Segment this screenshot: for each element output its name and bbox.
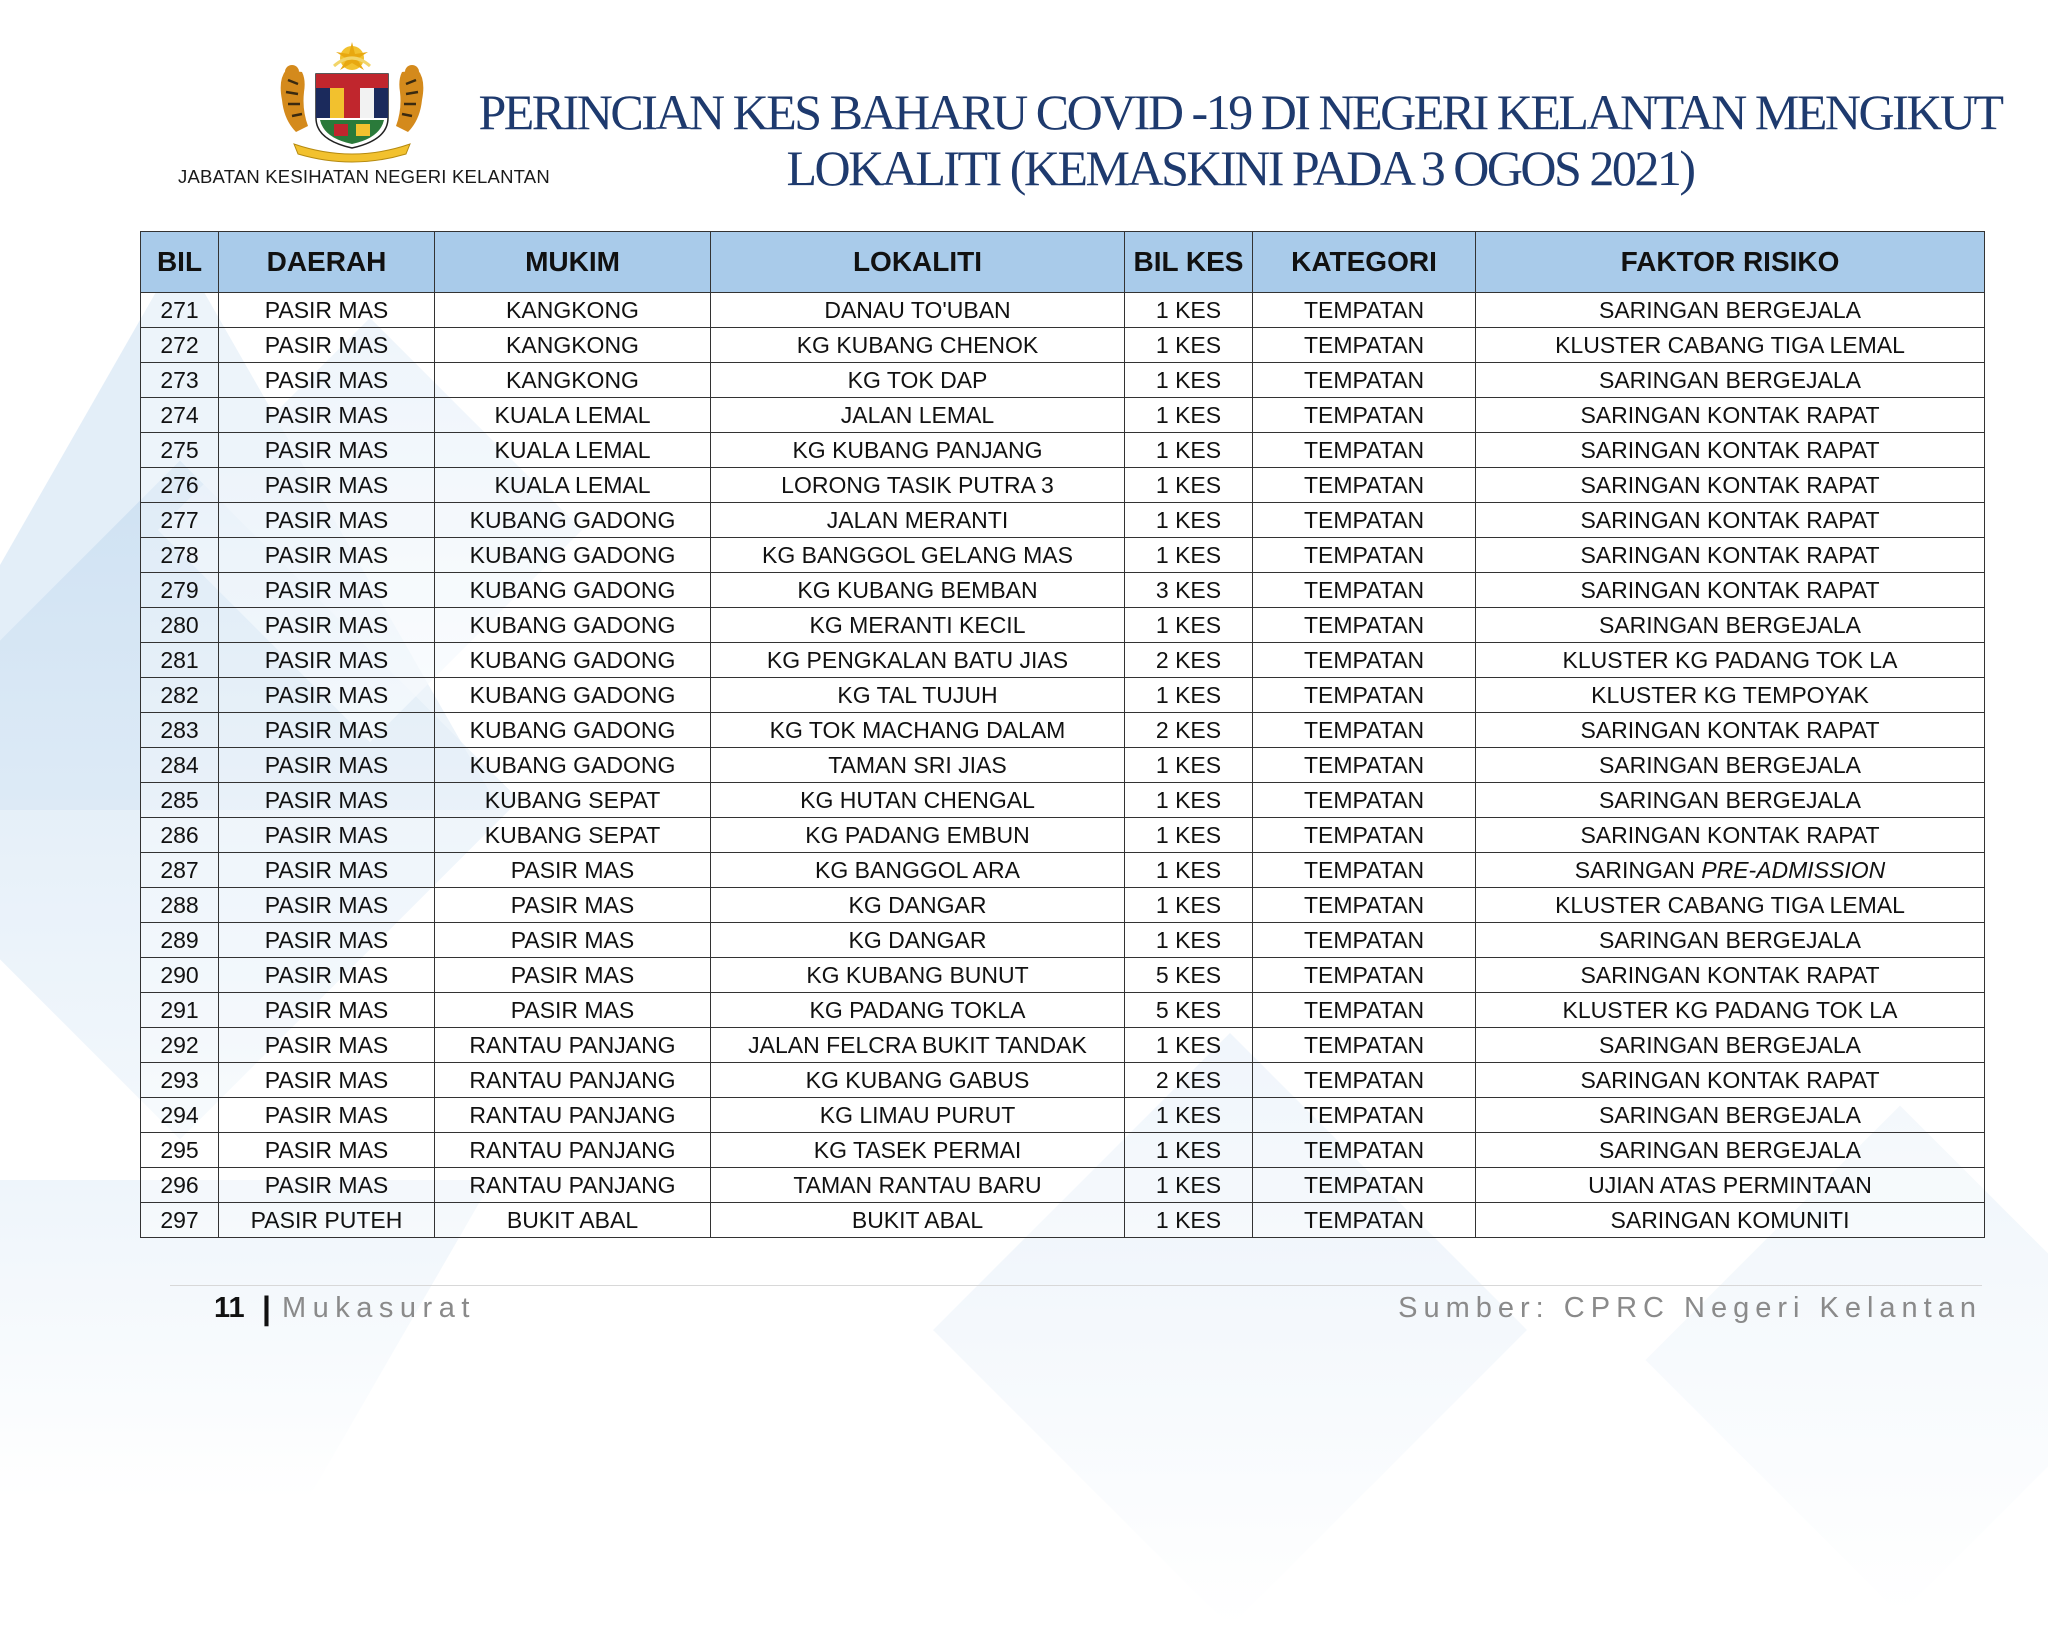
cell-mukim: KUBANG GADONG bbox=[435, 643, 711, 678]
cell-daerah: PASIR MAS bbox=[219, 678, 435, 713]
cell-faktor-risiko: SARINGAN BERGEJALA bbox=[1476, 783, 1985, 818]
column-header-kategori: KATEGORI bbox=[1253, 232, 1476, 293]
table-row bbox=[141, 853, 1985, 888]
cell-kategori: TEMPATAN bbox=[1253, 678, 1476, 713]
crest-shield bbox=[316, 74, 388, 148]
cell-bil: 288 bbox=[141, 888, 219, 923]
cell-mukim: KUBANG SEPAT bbox=[435, 818, 711, 853]
cell-lokaliti: JALAN MERANTI bbox=[711, 503, 1125, 538]
cell-bil: 276 bbox=[141, 468, 219, 503]
table-row bbox=[141, 538, 1985, 573]
cell-kategori: TEMPATAN bbox=[1253, 1168, 1476, 1203]
cell-bil-kes: 5 KES bbox=[1125, 993, 1253, 1028]
cell-lokaliti: KG TAL TUJUH bbox=[711, 678, 1125, 713]
table-row bbox=[141, 573, 1985, 608]
cell-bil: 281 bbox=[141, 643, 219, 678]
table-row bbox=[141, 1028, 1985, 1063]
cell-mukim: RANTAU PANJANG bbox=[435, 1098, 711, 1133]
cell-bil: 282 bbox=[141, 678, 219, 713]
cell-faktor-risiko: SARINGAN KONTAK RAPAT bbox=[1476, 468, 1985, 503]
cell-bil-kes: 5 KES bbox=[1125, 958, 1253, 993]
cell-faktor-risiko: SARINGAN KONTAK RAPAT bbox=[1476, 818, 1985, 853]
table-row bbox=[141, 643, 1985, 678]
table-row bbox=[141, 783, 1985, 818]
cell-faktor-risiko: SARINGAN BERGEJALA bbox=[1476, 363, 1985, 398]
cell-bil-kes: 1 KES bbox=[1125, 398, 1253, 433]
cell-bil: 290 bbox=[141, 958, 219, 993]
cell-daerah: PASIR MAS bbox=[219, 1168, 435, 1203]
cell-bil-kes: 1 KES bbox=[1125, 538, 1253, 573]
cell-bil: 272 bbox=[141, 328, 219, 363]
cell-bil: 284 bbox=[141, 748, 219, 783]
table-row bbox=[141, 923, 1985, 958]
table-row bbox=[141, 293, 1985, 328]
cell-daerah: PASIR MAS bbox=[219, 468, 435, 503]
cell-bil-kes: 1 KES bbox=[1125, 1168, 1253, 1203]
table-row bbox=[141, 1098, 1985, 1133]
cell-faktor-risiko: KLUSTER KG TEMPOYAK bbox=[1476, 678, 1985, 713]
title-line-2: LOKALITI (KEMASKINI PADA 3 OGOS 2021) bbox=[786, 140, 1694, 196]
coat-of-arms-logo bbox=[272, 40, 432, 164]
cell-faktor-risiko: SARINGAN KONTAK RAPAT bbox=[1476, 433, 1985, 468]
cell-daerah: PASIR MAS bbox=[219, 1133, 435, 1168]
cell-bil-kes: 2 KES bbox=[1125, 713, 1253, 748]
cell-kategori: TEMPATAN bbox=[1253, 608, 1476, 643]
cell-lokaliti: TAMAN RANTAU BARU bbox=[711, 1168, 1125, 1203]
cell-bil: 287 bbox=[141, 853, 219, 888]
cell-bil-kes: 1 KES bbox=[1125, 363, 1253, 398]
cell-kategori: TEMPATAN bbox=[1253, 1203, 1476, 1238]
cell-bil-kes: 1 KES bbox=[1125, 328, 1253, 363]
column-header-daerah: DAERAH bbox=[219, 232, 435, 293]
cell-kategori: TEMPATAN bbox=[1253, 783, 1476, 818]
cell-daerah: PASIR MAS bbox=[219, 853, 435, 888]
column-header-bil: BIL bbox=[141, 232, 219, 293]
cell-lokaliti: KG PADANG TOKLA bbox=[711, 993, 1125, 1028]
table-row bbox=[141, 678, 1985, 713]
cell-kategori: TEMPATAN bbox=[1253, 1063, 1476, 1098]
cases-table bbox=[140, 231, 1985, 1238]
cell-lokaliti: DANAU TO'UBAN bbox=[711, 293, 1125, 328]
table-row bbox=[141, 433, 1985, 468]
cell-bil-kes: 1 KES bbox=[1125, 748, 1253, 783]
agency-name: JABATAN KESIHATAN NEGERI KELANTAN bbox=[178, 166, 550, 187]
cell-daerah: PASIR MAS bbox=[219, 433, 435, 468]
cell-kategori: TEMPATAN bbox=[1253, 538, 1476, 573]
cell-daerah: PASIR MAS bbox=[219, 293, 435, 328]
table-body bbox=[141, 293, 1985, 1238]
table-row bbox=[141, 818, 1985, 853]
cell-mukim: KUALA LEMAL bbox=[435, 433, 711, 468]
cell-mukim: KUBANG GADONG bbox=[435, 678, 711, 713]
cell-faktor-risiko: SARINGAN KONTAK RAPAT bbox=[1476, 573, 1985, 608]
cell-faktor-risiko: SARINGAN BERGEJALA bbox=[1476, 608, 1985, 643]
cell-bil-kes: 1 KES bbox=[1125, 783, 1253, 818]
cell-lokaliti: KG LIMAU PURUT bbox=[711, 1098, 1125, 1133]
cell-faktor-risiko: SARINGAN KONTAK RAPAT bbox=[1476, 713, 1985, 748]
cell-mukim: KUBANG GADONG bbox=[435, 748, 711, 783]
cell-bil: 283 bbox=[141, 713, 219, 748]
cell-lokaliti: KG TOK DAP bbox=[711, 363, 1125, 398]
cell-bil-kes: 1 KES bbox=[1125, 503, 1253, 538]
cell-bil-kes: 1 KES bbox=[1125, 888, 1253, 923]
cell-mukim: KUBANG GADONG bbox=[435, 608, 711, 643]
cell-bil: 295 bbox=[141, 1133, 219, 1168]
cell-lokaliti: KG KUBANG CHENOK bbox=[711, 328, 1125, 363]
cell-mukim: RANTAU PANJANG bbox=[435, 1168, 711, 1203]
cell-daerah: PASIR MAS bbox=[219, 1063, 435, 1098]
cell-daerah: PASIR MAS bbox=[219, 1028, 435, 1063]
cell-bil: 285 bbox=[141, 783, 219, 818]
cell-kategori: TEMPATAN bbox=[1253, 713, 1476, 748]
cell-kategori: TEMPATAN bbox=[1253, 853, 1476, 888]
table-row bbox=[141, 398, 1985, 433]
cell-kategori: TEMPATAN bbox=[1253, 398, 1476, 433]
cell-kategori: TEMPATAN bbox=[1253, 1028, 1476, 1063]
cell-mukim: KUBANG SEPAT bbox=[435, 783, 711, 818]
cell-faktor-risiko: KLUSTER CABANG TIGA LEMAL bbox=[1476, 888, 1985, 923]
cell-kategori: TEMPATAN bbox=[1253, 993, 1476, 1028]
cell-lokaliti: KG TOK MACHANG DALAM bbox=[711, 713, 1125, 748]
cell-mukim: RANTAU PANJANG bbox=[435, 1063, 711, 1098]
column-header-bil-kes: BIL KES bbox=[1125, 232, 1253, 293]
cell-bil-kes: 1 KES bbox=[1125, 433, 1253, 468]
cell-daerah: PASIR MAS bbox=[219, 363, 435, 398]
cell-faktor-risiko: SARINGAN BERGEJALA bbox=[1476, 293, 1985, 328]
cell-mukim: KUBANG GADONG bbox=[435, 573, 711, 608]
cell-mukim: KANGKONG bbox=[435, 293, 711, 328]
table-row bbox=[141, 328, 1985, 363]
cell-mukim: RANTAU PANJANG bbox=[435, 1028, 711, 1063]
cell-lokaliti: KG TASEK PERMAI bbox=[711, 1133, 1125, 1168]
table-row bbox=[141, 1168, 1985, 1203]
column-header-faktor-risiko: FAKTOR RISIKO bbox=[1476, 232, 1985, 293]
cell-mukim: KUBANG GADONG bbox=[435, 538, 711, 573]
cell-kategori: TEMPATAN bbox=[1253, 468, 1476, 503]
cell-daerah: PASIR MAS bbox=[219, 1098, 435, 1133]
cell-daerah: PASIR MAS bbox=[219, 993, 435, 1028]
cell-bil: 280 bbox=[141, 608, 219, 643]
cell-daerah: PASIR MAS bbox=[219, 923, 435, 958]
cell-mukim: KUBANG GADONG bbox=[435, 503, 711, 538]
table-row bbox=[141, 1063, 1985, 1098]
cell-kategori: TEMPATAN bbox=[1253, 573, 1476, 608]
cell-bil: 293 bbox=[141, 1063, 219, 1098]
cell-faktor-risiko: KLUSTER CABANG TIGA LEMAL bbox=[1476, 328, 1985, 363]
cell-lokaliti: KG DANGAR bbox=[711, 888, 1125, 923]
cell-daerah: PASIR MAS bbox=[219, 608, 435, 643]
cell-faktor-risiko: SARINGAN BERGEJALA bbox=[1476, 923, 1985, 958]
cell-daerah: PASIR MAS bbox=[219, 713, 435, 748]
title-line-1: PERINCIAN KES BAHARU COVID -19 DI NEGERI KELANTAN MENGIKUT bbox=[478, 84, 2002, 140]
table-row bbox=[141, 993, 1985, 1028]
cell-bil: 279 bbox=[141, 573, 219, 608]
cell-bil: 286 bbox=[141, 818, 219, 853]
cell-daerah: PASIR MAS bbox=[219, 643, 435, 678]
cell-mukim: KUALA LEMAL bbox=[435, 398, 711, 433]
cell-bil-kes: 1 KES bbox=[1125, 468, 1253, 503]
cell-lokaliti: KG KUBANG PANJANG bbox=[711, 433, 1125, 468]
cell-kategori: TEMPATAN bbox=[1253, 503, 1476, 538]
cell-faktor-risiko: SARINGAN BERGEJALA bbox=[1476, 1028, 1985, 1063]
page-number: 11 bbox=[214, 1292, 245, 1324]
cell-bil: 278 bbox=[141, 538, 219, 573]
cell-kategori: TEMPATAN bbox=[1253, 363, 1476, 398]
table-row bbox=[141, 1133, 1985, 1168]
cell-lokaliti: KG KUBANG BEMBAN bbox=[711, 573, 1125, 608]
cell-kategori: TEMPATAN bbox=[1253, 328, 1476, 363]
cell-bil: 277 bbox=[141, 503, 219, 538]
table-row bbox=[141, 1203, 1985, 1238]
cell-lokaliti: BUKIT ABAL bbox=[711, 1203, 1125, 1238]
table-row bbox=[141, 888, 1985, 923]
cell-bil: 271 bbox=[141, 293, 219, 328]
cell-faktor-risiko: SARINGAN KONTAK RAPAT bbox=[1476, 398, 1985, 433]
cell-faktor-risiko: KLUSTER KG PADANG TOK LA bbox=[1476, 643, 1985, 678]
cell-faktor-risiko: SARINGAN KONTAK RAPAT bbox=[1476, 538, 1985, 573]
cell-bil-kes: 2 KES bbox=[1125, 1063, 1253, 1098]
cell-bil-kes: 3 KES bbox=[1125, 573, 1253, 608]
cell-bil-kes: 1 KES bbox=[1125, 818, 1253, 853]
table-row bbox=[141, 958, 1985, 993]
cell-lokaliti: JALAN LEMAL bbox=[711, 398, 1125, 433]
page-label: Mukasurat bbox=[282, 1292, 476, 1324]
cell-mukim: KUBANG GADONG bbox=[435, 713, 711, 748]
cell-faktor-risiko: SARINGAN KOMUNITI bbox=[1476, 1203, 1985, 1238]
cell-lokaliti: KG BANGGOL GELANG MAS bbox=[711, 538, 1125, 573]
cell-bil-kes: 1 KES bbox=[1125, 678, 1253, 713]
cell-faktor-risiko: SARINGAN BERGEJALA bbox=[1476, 1133, 1985, 1168]
cell-daerah: PASIR MAS bbox=[219, 573, 435, 608]
cell-bil: 275 bbox=[141, 433, 219, 468]
cell-bil-kes: 1 KES bbox=[1125, 608, 1253, 643]
cell-bil-kes: 1 KES bbox=[1125, 923, 1253, 958]
cell-faktor-risiko: SARINGAN BERGEJALA bbox=[1476, 748, 1985, 783]
crest-tiger-right bbox=[396, 65, 423, 132]
cell-faktor-risiko: SARINGAN KONTAK RAPAT bbox=[1476, 503, 1985, 538]
cell-bil: 274 bbox=[141, 398, 219, 433]
cell-kategori: TEMPATAN bbox=[1253, 1098, 1476, 1133]
cell-daerah: PASIR MAS bbox=[219, 748, 435, 783]
table-row bbox=[141, 363, 1985, 398]
cell-daerah: PASIR PUTEH bbox=[219, 1203, 435, 1238]
cell-faktor-risiko: SARINGAN BERGEJALA bbox=[1476, 1098, 1985, 1133]
cell-daerah: PASIR MAS bbox=[219, 538, 435, 573]
cell-daerah: PASIR MAS bbox=[219, 398, 435, 433]
cell-faktor-risiko: SARINGAN KONTAK RAPAT bbox=[1476, 958, 1985, 993]
cell-lokaliti: KG PENGKALAN BATU JIAS bbox=[711, 643, 1125, 678]
cell-mukim: PASIR MAS bbox=[435, 853, 711, 888]
cell-daerah: PASIR MAS bbox=[219, 783, 435, 818]
cell-kategori: TEMPATAN bbox=[1253, 888, 1476, 923]
cell-mukim: PASIR MAS bbox=[435, 993, 711, 1028]
table-row bbox=[141, 748, 1985, 783]
cell-kategori: TEMPATAN bbox=[1253, 433, 1476, 468]
cell-lokaliti: JALAN FELCRA BUKIT TANDAK bbox=[711, 1028, 1125, 1063]
cell-mukim: KANGKONG bbox=[435, 328, 711, 363]
cell-kategori: TEMPATAN bbox=[1253, 748, 1476, 783]
cell-daerah: PASIR MAS bbox=[219, 888, 435, 923]
source-note: Sumber: CPRC Negeri Kelantan bbox=[1398, 1292, 1982, 1324]
table-header-row bbox=[141, 232, 1985, 293]
cell-bil: 289 bbox=[141, 923, 219, 958]
cell-bil-kes: 1 KES bbox=[1125, 1028, 1253, 1063]
cell-faktor-risiko: UJIAN ATAS PERMINTAAN bbox=[1476, 1168, 1985, 1203]
cell-bil: 296 bbox=[141, 1168, 219, 1203]
cell-bil-kes: 1 KES bbox=[1125, 293, 1253, 328]
cell-bil-kes: 1 KES bbox=[1125, 853, 1253, 888]
cell-lokaliti: KG PADANG EMBUN bbox=[711, 818, 1125, 853]
cell-mukim: KUALA LEMAL bbox=[435, 468, 711, 503]
cell-kategori: TEMPATAN bbox=[1253, 643, 1476, 678]
cell-bil: 297 bbox=[141, 1203, 219, 1238]
cell-bil: 291 bbox=[141, 993, 219, 1028]
cell-kategori: TEMPATAN bbox=[1253, 958, 1476, 993]
cell-lokaliti: KG MERANTI KECIL bbox=[711, 608, 1125, 643]
cell-lokaliti: KG KUBANG GABUS bbox=[711, 1063, 1125, 1098]
footer-divider bbox=[170, 1285, 1982, 1286]
cell-lokaliti: LORONG TASIK PUTRA 3 bbox=[711, 468, 1125, 503]
cell-bil: 292 bbox=[141, 1028, 219, 1063]
cell-lokaliti: KG DANGAR bbox=[711, 923, 1125, 958]
column-header-lokaliti: LOKALITI bbox=[711, 232, 1125, 293]
cell-kategori: TEMPATAN bbox=[1253, 818, 1476, 853]
cell-mukim: RANTAU PANJANG bbox=[435, 1133, 711, 1168]
column-header-mukim: MUKIM bbox=[435, 232, 711, 293]
table-row bbox=[141, 468, 1985, 503]
cell-bil-kes: 1 KES bbox=[1125, 1203, 1253, 1238]
page-separator: | bbox=[262, 1290, 271, 1326]
cell-kategori: TEMPATAN bbox=[1253, 923, 1476, 958]
cell-bil: 294 bbox=[141, 1098, 219, 1133]
cell-lokaliti: KG KUBANG BUNUT bbox=[711, 958, 1125, 993]
crest-tiger-left bbox=[281, 65, 308, 132]
cell-faktor-risiko: SARINGAN KONTAK RAPAT bbox=[1476, 1063, 1985, 1098]
cell-daerah: PASIR MAS bbox=[219, 328, 435, 363]
table-row bbox=[141, 503, 1985, 538]
cell-daerah: PASIR MAS bbox=[219, 958, 435, 993]
cell-mukim: PASIR MAS bbox=[435, 923, 711, 958]
cell-bil-kes: 2 KES bbox=[1125, 643, 1253, 678]
cell-daerah: PASIR MAS bbox=[219, 503, 435, 538]
cell-mukim: BUKIT ABAL bbox=[435, 1203, 711, 1238]
cell-faktor-risiko: KLUSTER KG PADANG TOK LA bbox=[1476, 993, 1985, 1028]
cell-bil-kes: 1 KES bbox=[1125, 1098, 1253, 1133]
cell-mukim: PASIR MAS bbox=[435, 958, 711, 993]
cell-mukim: KANGKONG bbox=[435, 363, 711, 398]
cell-mukim: PASIR MAS bbox=[435, 888, 711, 923]
cell-lokaliti: KG BANGGOL ARA bbox=[711, 853, 1125, 888]
cell-kategori: TEMPATAN bbox=[1253, 293, 1476, 328]
cell-faktor-risiko: SARINGAN PRE-ADMISSION bbox=[1476, 853, 1985, 888]
cell-bil-kes: 1 KES bbox=[1125, 1133, 1253, 1168]
cell-kategori: TEMPATAN bbox=[1253, 1133, 1476, 1168]
table-row bbox=[141, 713, 1985, 748]
cell-lokaliti: TAMAN SRI JIAS bbox=[711, 748, 1125, 783]
crest-star bbox=[334, 42, 370, 70]
page-title bbox=[440, 84, 2040, 196]
cell-bil: 273 bbox=[141, 363, 219, 398]
cell-daerah: PASIR MAS bbox=[219, 818, 435, 853]
table-row bbox=[141, 608, 1985, 643]
cell-lokaliti: KG HUTAN CHENGAL bbox=[711, 783, 1125, 818]
